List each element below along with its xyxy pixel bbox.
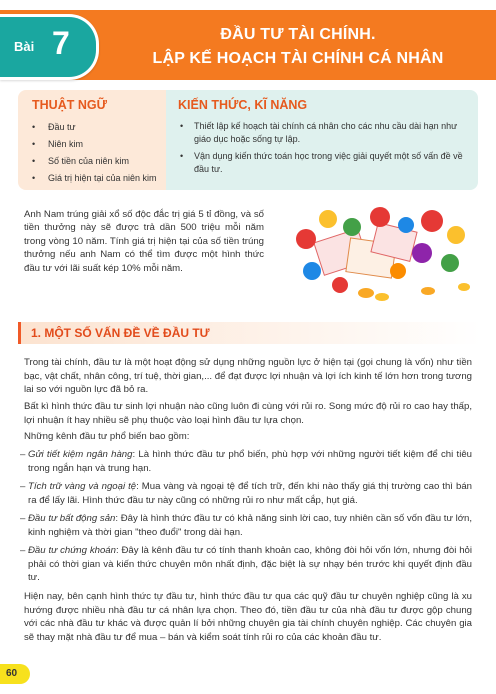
- intro-problem: Anh Nam trúng giải xổ số độc đắc trị giá 5 tỉ đồng, và số tiền thưởng này sẽ được trả dần 500 triệu mỗi năm trong vòng 10 năm. Tính giá trị hiện tại của số tiền trúng thưởng nếu anh Nam có thể tìm được một hình thức đầu tư với lãi suất kép 10% mỗi năm.: [24, 209, 264, 274]
- skill-item: • Thiết lập kế hoạch tài chính cá nhân cho các nhu cầu dài hạn như giáo dục hoặc sống tự lập.: [194, 120, 464, 146]
- channel-text: : Đây là hình thức đầu tư có khả năng sinh lời cao, tuy nhiên cần số vốn đầu tư lớn, kinh nghiệm và thời gian "theo đuổi" trong dài hạn.: [28, 513, 473, 538]
- channel-name: Tích trữ vàng và ngoại tệ: [28, 481, 137, 492]
- channel-item: – Gửi tiết kiệm ngân hàng: Là hình thức đầu tư phổ biến, phù hợp với những người tiết kiệm để chi tiêu trong ngắn hạn và trung hạn.: [20, 449, 472, 474]
- section-header: [18, 322, 481, 344]
- section-title: 1. MỘT SỐ VẤN ĐỀ VỀ ĐẦU TƯ: [31, 326, 210, 340]
- lesson-word: Bài: [14, 39, 35, 54]
- lottery-illustration: [282, 205, 478, 305]
- term-item: • Số tiền của niên kim: [48, 156, 129, 166]
- skill-item: • Vận dụng kiến thức toán học trong việc giải quyết một số vấn đề về đầu tư.: [194, 150, 464, 176]
- page-number: 60: [6, 668, 18, 679]
- channel-item: – Đầu tư chứng khoán: Đây là kênh đầu tư có tính thanh khoản cao, không đòi hỏi vốn lớn, nhưng đòi hỏi phải có thời gian và kiến thức chuyên môn nhất định, đặc biệt là sự nhạy bén trước khi quyết định đầu tư.: [20, 545, 472, 584]
- lesson-number: 7: [52, 25, 70, 61]
- channel-text: : Đây là kênh đầu tư có tính thanh khoản cao, không đòi hỏi vốn lớn, nhưng đòi hỏi phải có thời gian và kiến thức chuyên môn nhất định, đặc biệt là sự nhạy bén trước khi quyết định đầu tư.: [28, 545, 472, 584]
- paragraph: Hiện nay, bên cạnh hình thức tự đầu tư, hình thức đầu tư qua các quỹ đầu tư chuyên nghiệp cũng là xu hướng được nhiều nhà đầu tư cá nhân lựa chọn. Theo đó, tiền đầu tư của nhà đầu tư được gộp chung với các nhà đầu tư khác và được quản lí bởi những chuyên gia tài chính chuyên nghiệp. Các chuyên gia sẽ thay mặt nhà đầu tư để mua – bán và kiểm soát tính rủi ro của các khoản đầu tư.: [24, 591, 472, 643]
- lesson-badge: [0, 14, 99, 80]
- channel-item: – Đầu tư bất động sản: Đây là hình thức đầu tư có khả năng sinh lời cao, tuy nhiên cần số vốn đầu tư lớn, kinh nghiệm và thời gian "theo đuổi" trong dài hạn.: [20, 513, 473, 538]
- channel-name: Đầu tư chứng khoán: [28, 545, 116, 556]
- terms-heading: THUẬT NGỮ: [32, 98, 107, 112]
- paragraph: Bất kì hình thức đầu tư sinh lợi nhuận nào cũng luôn đi cùng với rủi ro. Song mức độ rủi ro cao hay thấp, lợi nhuận ít hay nhiều sẽ phụ thuộc vào loại hình đầu tư lựa chọn.: [24, 401, 472, 426]
- page-title-line-1: ĐẦU TƯ TÀI CHÍNH.: [220, 26, 376, 43]
- gold-coins: [358, 283, 470, 301]
- channel-text: : Là hình thức đầu tư phổ biến, phù hợp với những người tiết kiệm để chi tiêu trong ngắn hạn và trung hạn.: [28, 449, 472, 474]
- paragraph: Trong tài chính, đầu tư là một hoạt động sử dụng những nguồn lực ở hiện tại (gọi chung là vốn) như tiền bạc, vật chất, nhân công, trí tuệ, thời gian,... để đạt được lợi nhuận và lợi ích kinh tế lớn hơn trong tương lai so với nguồn lực đã bỏ ra.: [24, 357, 472, 396]
- channel-name: Đầu tư bất động sản: [28, 513, 116, 524]
- channel-text: : Mua vàng và ngoại tệ để tích trữ, đến khi nào thấy giá thị trường cao thì bán ra để lấy lãi. Hình thức đầu tư này cũng có những rủi ro như mất cắp, hụt giá.: [28, 481, 472, 506]
- channel-name: Gửi tiết kiệm ngân hàng: [28, 449, 133, 460]
- paragraph: Những kênh đầu tư phổ biến bao gồm:: [24, 431, 190, 442]
- term-item: • Giá trị hiện tại của niên kim: [48, 173, 157, 183]
- page-number-badge: [0, 664, 30, 684]
- channel-item: – Tích trữ vàng và ngoại tệ: Mua vàng và ngoại tệ để tích trữ, đến khi nào thấy giá thị trường cao thì bán ra để lấy lãi. Hình thức đầu tư này cũng có những rủi ro như mất cắp, hụt giá.: [20, 481, 472, 506]
- term-item: • Niên kim: [48, 139, 83, 149]
- terms-panel: [18, 90, 166, 190]
- skills-panel: [166, 90, 478, 190]
- skills-heading: KIẾN THỨC, KĨ NĂNG: [178, 98, 308, 112]
- terms-skills-box: [18, 90, 478, 190]
- page-title-line-2: LẬP KẾ HOẠCH TÀI CHÍNH CÁ NHÂN: [152, 50, 444, 67]
- term-item: • Đầu tư: [48, 122, 76, 132]
